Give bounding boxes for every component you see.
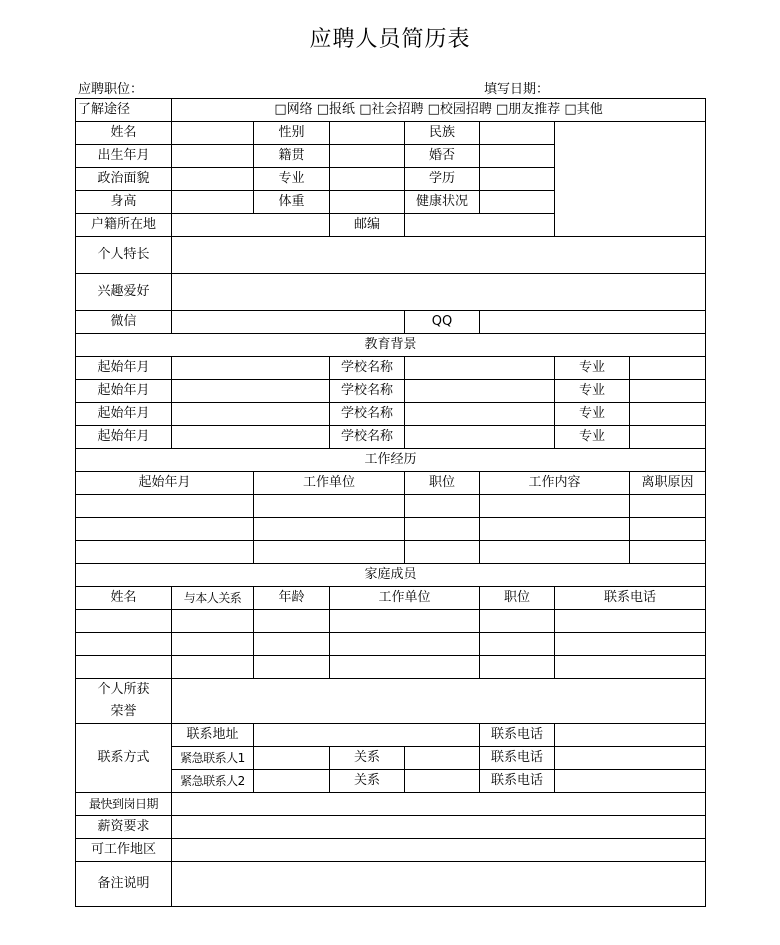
relation2-label: 关系 <box>330 770 405 793</box>
edu-major-field[interactable] <box>630 403 706 426</box>
channel-options[interactable]: □网络 □报纸 □社会招聘 □校园招聘 □朋友推荐 □其他 <box>172 99 706 122</box>
phone1-field[interactable] <box>555 747 706 770</box>
honors-label <box>76 679 172 724</box>
family-cell[interactable] <box>172 656 254 679</box>
earliest-label: 最快到岗日期 <box>76 793 172 816</box>
family-header: 家庭成员 <box>76 564 706 587</box>
education-field[interactable] <box>480 168 555 191</box>
date-label: 填写日期： <box>484 82 550 97</box>
family-cell[interactable] <box>330 656 480 679</box>
education-header: 教育背景 <box>76 334 706 357</box>
work-cell[interactable] <box>76 518 254 541</box>
qq-label: QQ <box>405 311 480 334</box>
remarks-label: 备注说明 <box>76 862 172 907</box>
work-col-position: 职位 <box>405 472 480 495</box>
work-cell[interactable] <box>254 518 405 541</box>
edu-school-label: 学校名称 <box>330 380 405 403</box>
family-cell[interactable] <box>555 656 706 679</box>
work-col-content: 工作内容 <box>480 472 630 495</box>
phone-field[interactable] <box>555 724 706 747</box>
work-cell[interactable] <box>76 541 254 564</box>
family-cell[interactable] <box>254 656 330 679</box>
family-cell[interactable] <box>330 633 480 656</box>
channel-label: 了解途径 <box>76 99 172 122</box>
specialty-label: 个人特长 <box>76 237 172 274</box>
work-cell[interactable] <box>630 495 706 518</box>
phone2-field[interactable] <box>555 770 706 793</box>
hukou-label: 户籍所在地 <box>76 214 172 237</box>
work-cell[interactable] <box>405 518 480 541</box>
height-label: 身高 <box>76 191 172 214</box>
wechat-field[interactable] <box>172 311 405 334</box>
family-cell[interactable] <box>555 633 706 656</box>
marital-field[interactable] <box>480 145 555 168</box>
family-row <box>76 656 706 679</box>
postcode-field[interactable] <box>405 214 555 237</box>
phone1-label: 联系电话 <box>480 747 555 770</box>
work-cell[interactable] <box>254 541 405 564</box>
family-cell[interactable] <box>480 610 555 633</box>
location-field[interactable] <box>172 839 706 862</box>
work-row <box>76 518 706 541</box>
work-cell[interactable] <box>254 495 405 518</box>
photo-box[interactable] <box>555 122 706 237</box>
edu-start-label: 起始年月 <box>76 426 172 449</box>
height-field[interactable] <box>172 191 254 214</box>
phone2-label: 联系电话 <box>480 770 555 793</box>
major-field[interactable] <box>330 168 405 191</box>
work-cell[interactable] <box>405 495 480 518</box>
work-row <box>76 541 706 564</box>
family-cell[interactable] <box>254 610 330 633</box>
work-row <box>76 495 706 518</box>
birth-label: 出生年月 <box>76 145 172 168</box>
ethnicity-field[interactable] <box>480 122 555 145</box>
phone-label: 联系电话 <box>480 724 555 747</box>
edu-start-field[interactable] <box>172 357 330 380</box>
work-cell[interactable] <box>630 518 706 541</box>
family-row <box>76 610 706 633</box>
edu-start-field[interactable] <box>172 380 330 403</box>
hukou-field[interactable] <box>172 214 330 237</box>
gender-label: 性别 <box>254 122 330 145</box>
edu-major-field[interactable] <box>630 357 706 380</box>
address-label: 联系地址 <box>172 724 254 747</box>
emergency1-field[interactable] <box>254 747 330 770</box>
salary-label: 薪资要求 <box>76 816 172 839</box>
family-row <box>76 633 706 656</box>
edu-major-label: 专业 <box>555 426 630 449</box>
edu-school-label: 学校名称 <box>330 357 405 380</box>
edu-start-field[interactable] <box>172 403 330 426</box>
political-field[interactable] <box>172 168 254 191</box>
work-col-start: 起始年月 <box>76 472 254 495</box>
major-label: 专业 <box>254 168 330 191</box>
family-cell[interactable] <box>480 656 555 679</box>
emergency2-label: 紧急联系人2 <box>172 770 254 793</box>
specialty-field[interactable] <box>172 237 706 274</box>
family-cell[interactable] <box>172 633 254 656</box>
political-label: 政治面貌 <box>76 168 172 191</box>
weight-label: 体重 <box>254 191 330 214</box>
family-cell[interactable] <box>555 610 706 633</box>
edu-major-label: 专业 <box>555 403 630 426</box>
emergency2-field[interactable] <box>254 770 330 793</box>
weight-field[interactable] <box>330 191 405 214</box>
edu-school-label: 学校名称 <box>330 426 405 449</box>
position-label: 应聘职位： <box>78 82 144 97</box>
education-label: 学历 <box>405 168 480 191</box>
emergency1-label: 紧急联系人1 <box>172 747 254 770</box>
work-cell[interactable] <box>480 495 630 518</box>
postcode-label: 邮编 <box>330 214 405 237</box>
family-cell[interactable] <box>76 633 172 656</box>
work-cell[interactable] <box>630 541 706 564</box>
family-col-relation: 与本人关系 <box>172 587 254 610</box>
ethnicity-label: 民族 <box>405 122 480 145</box>
work-cell[interactable] <box>405 541 480 564</box>
health-field[interactable] <box>480 191 555 214</box>
address-field[interactable] <box>254 724 480 747</box>
edu-school-label: 学校名称 <box>330 403 405 426</box>
remarks-field[interactable] <box>172 862 706 907</box>
work-cell[interactable] <box>480 518 630 541</box>
family-cell[interactable] <box>76 656 172 679</box>
family-cell[interactable] <box>480 633 555 656</box>
edu-major-field[interactable] <box>630 380 706 403</box>
edu-major-label: 专业 <box>555 357 630 380</box>
name-label: 姓名 <box>76 122 172 145</box>
family-cell[interactable] <box>254 633 330 656</box>
family-col-name: 姓名 <box>76 587 172 610</box>
contact-label: 联系方式 <box>76 724 172 793</box>
edu-school-field[interactable] <box>405 380 555 403</box>
edu-start-label: 起始年月 <box>76 357 172 380</box>
work-cell[interactable] <box>76 495 254 518</box>
edu-start-label: 起始年月 <box>76 380 172 403</box>
earliest-field[interactable] <box>172 793 706 816</box>
edu-school-field[interactable] <box>405 426 555 449</box>
wechat-label: 微信 <box>76 311 172 334</box>
edu-start-field[interactable] <box>172 426 330 449</box>
relation1-label: 关系 <box>330 747 405 770</box>
honors-field[interactable] <box>172 679 706 724</box>
edu-start-label: 起始年月 <box>76 403 172 426</box>
salary-field[interactable] <box>172 816 706 839</box>
resume-table <box>75 98 706 907</box>
name-field[interactable] <box>172 122 254 145</box>
marital-label: 婚否 <box>405 145 480 168</box>
work-cell[interactable] <box>480 541 630 564</box>
work-col-reason: 离职原因 <box>630 472 706 495</box>
family-col-position: 职位 <box>480 587 555 610</box>
qq-field[interactable] <box>480 311 706 334</box>
family-col-phone: 联系电话 <box>555 587 706 610</box>
form-title: 应聘人员简历表 <box>309 27 471 52</box>
health-label: 健康状况 <box>405 191 480 214</box>
family-cell[interactable] <box>330 610 480 633</box>
work-header: 工作经历 <box>76 449 706 472</box>
family-col-company: 工作单位 <box>330 587 480 610</box>
edu-school-field[interactable] <box>405 357 555 380</box>
hobby-field[interactable] <box>172 274 706 311</box>
relation1-field[interactable] <box>405 747 480 770</box>
edu-major-field[interactable] <box>630 426 706 449</box>
edu-school-field[interactable] <box>405 403 555 426</box>
gender-field[interactable] <box>330 122 405 145</box>
native-field[interactable] <box>330 145 405 168</box>
location-label: 可工作地区 <box>76 839 172 862</box>
hobby-label: 兴趣爱好 <box>76 274 172 311</box>
edu-major-label: 专业 <box>555 380 630 403</box>
family-cell[interactable] <box>76 610 172 633</box>
birth-field[interactable] <box>172 145 254 168</box>
family-col-age: 年龄 <box>254 587 330 610</box>
family-cell[interactable] <box>172 610 254 633</box>
relation2-field[interactable] <box>405 770 480 793</box>
work-col-company: 工作单位 <box>254 472 405 495</box>
native-label: 籍贯 <box>254 145 330 168</box>
honors-label-text: 个人所获荣誉 <box>97 682 150 719</box>
